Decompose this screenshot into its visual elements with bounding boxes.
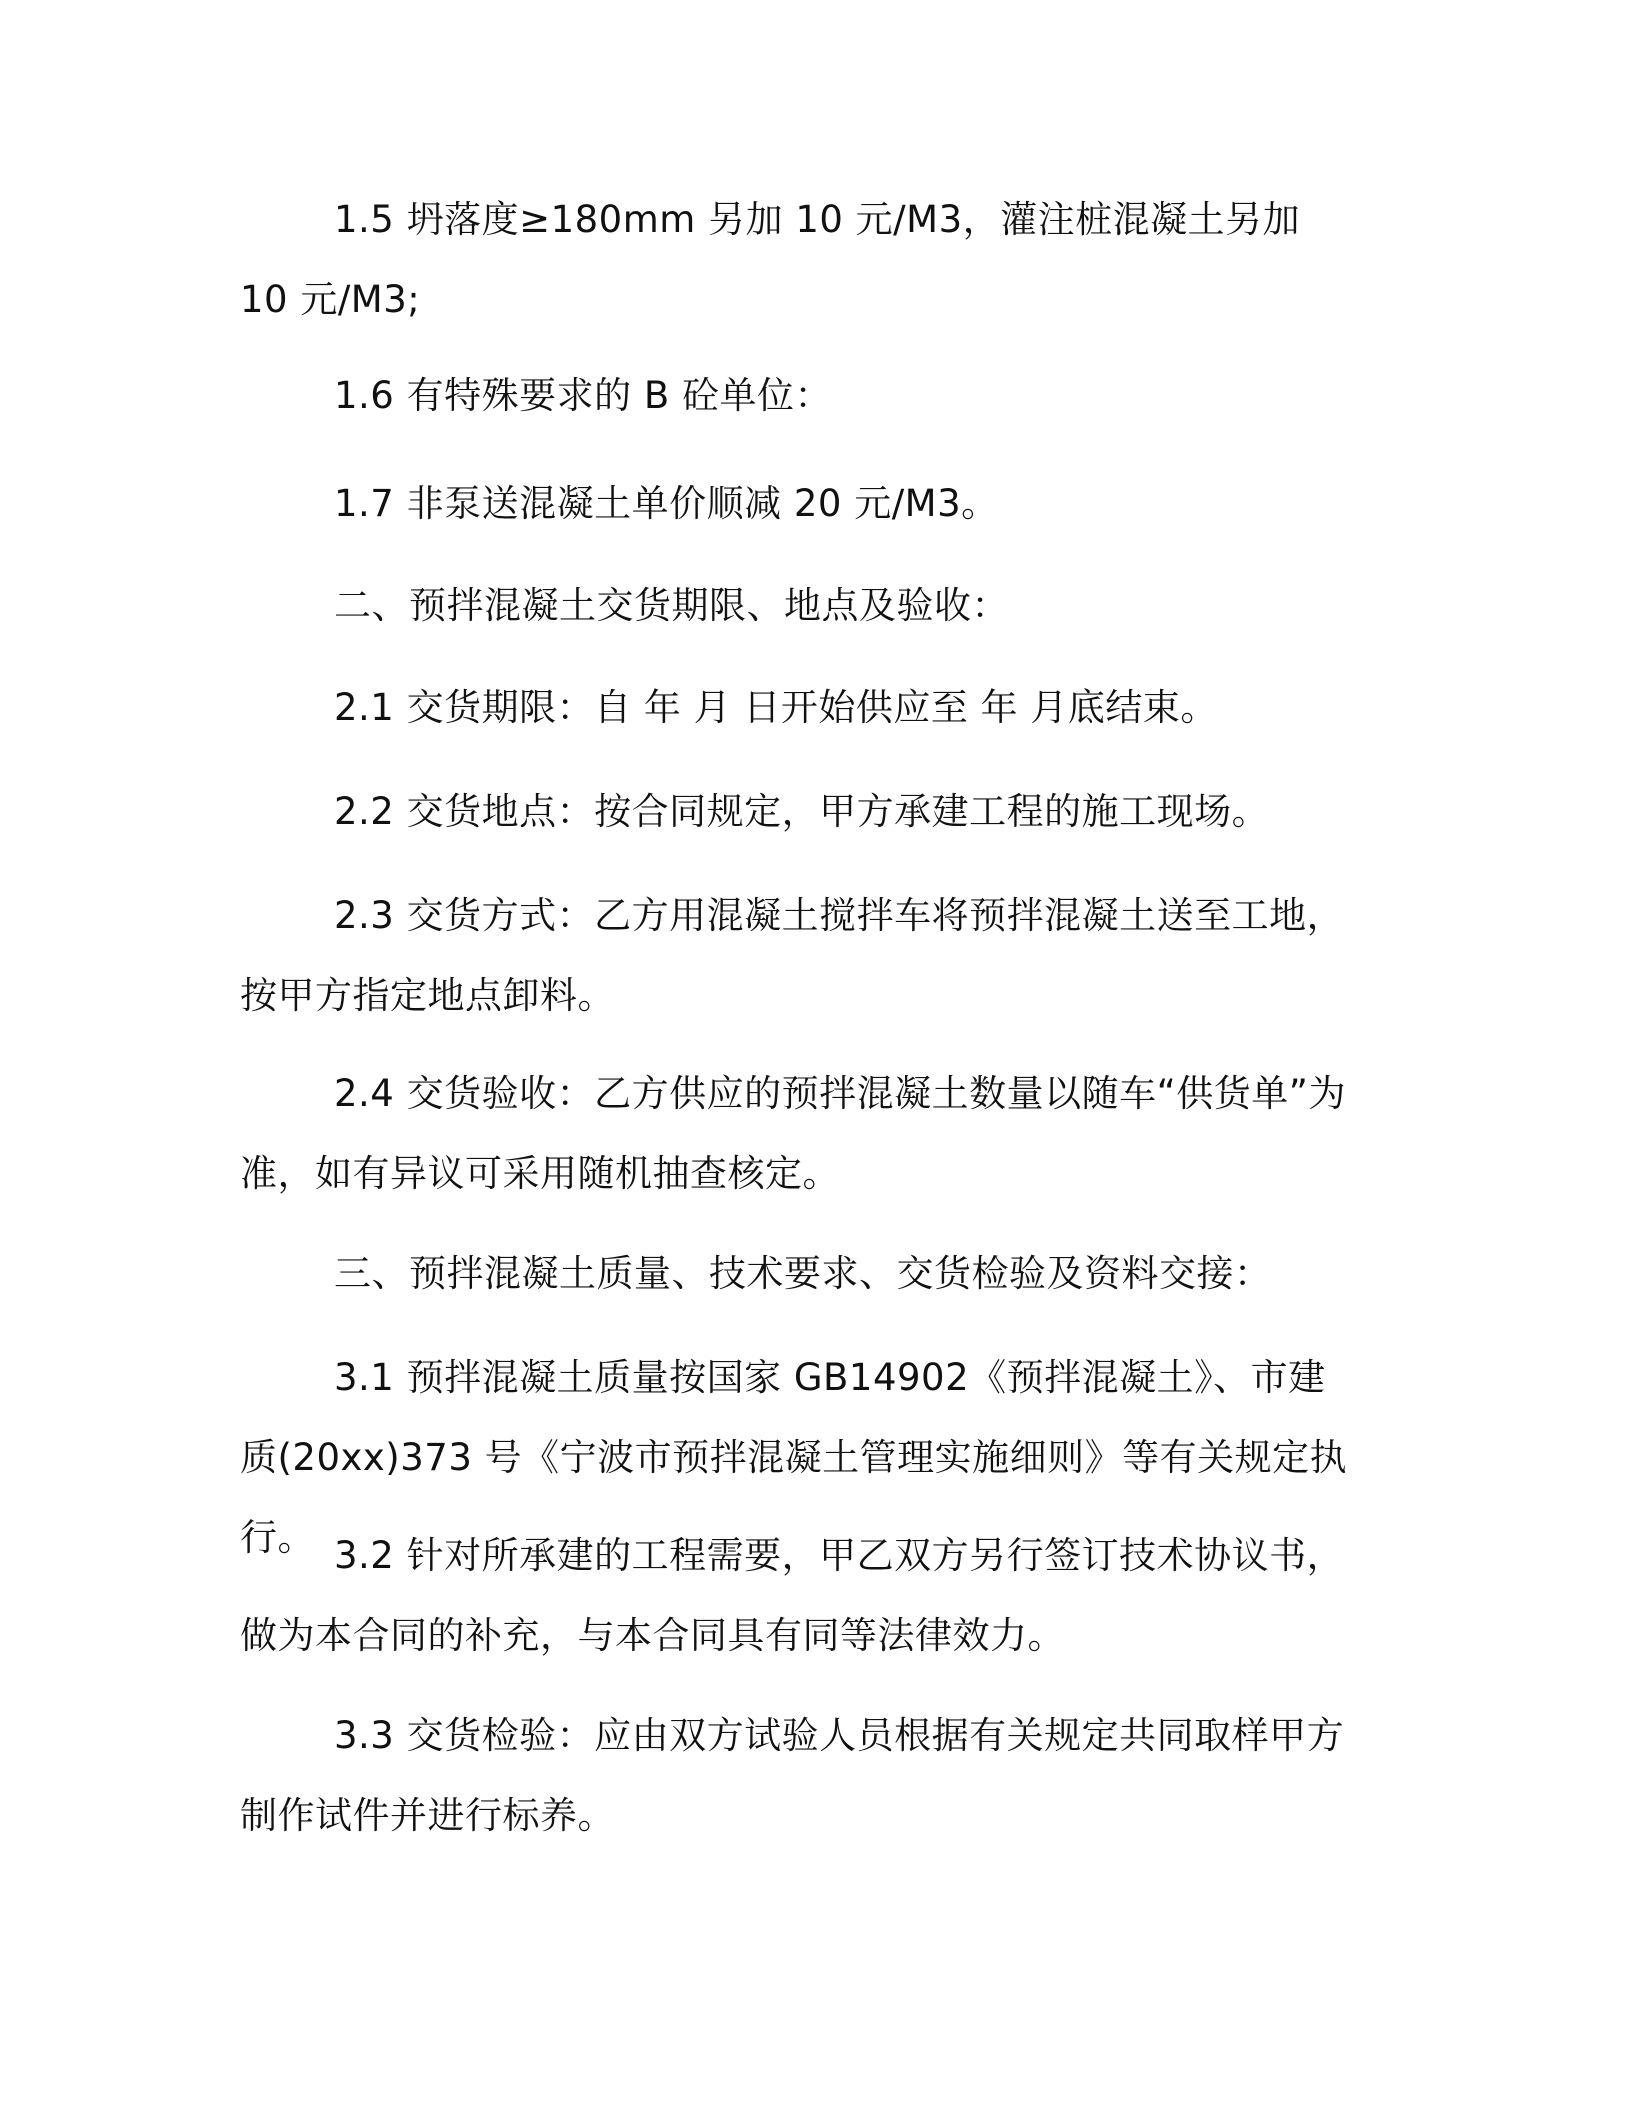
paragraph-1-6: 1.6 有特殊要求的 B 砼单位： [334, 374, 833, 417]
paragraph-2-3: 2.3 交货方式：乙方用混凝土搅拌车将预拌混凝土送至工地，按甲方指定地点卸料。 [240, 894, 1345, 1017]
section-heading-2: 二、预拌混凝土交货期限、地点及验收： [334, 584, 1009, 627]
paragraph-2-2: 2.2 交货地点：按合同规定，甲方承建工程的施工现场。 [334, 790, 1270, 833]
paragraph-3-2: 3.2 针对所承建的工程需要，甲乙双方另行签订技术协议书，做为本合同的补充，与本合同具有同等法律效力。 [240, 1534, 1345, 1657]
paragraph-3-3: 3.3 交货检验：应由双方试验人员根据有关规定共同取样甲方制作试件并进行标养。 [240, 1714, 1345, 1837]
paragraph-2-4: 2.4 交货验收：乙方供应的预拌混凝土数量以随车“供货单”为准，如有异议可采用随机抽查核定。 [240, 1072, 1346, 1195]
section-heading-3: 三、预拌混凝土质量、技术要求、交货检验及资料交接： [334, 1252, 1272, 1295]
paragraph-2-1: 2.1 交货期限：自 年 月 日开始供应至 年 月底结束。 [334, 686, 1218, 729]
paragraph-3-1: 3.1 预拌混凝土质量按国家 GB14902《预拌混凝土》、市建质(20xx)373 号《宁波市预拌混凝土管理实施细则》等有关规定执行。 [240, 1356, 1348, 1559]
paragraph-1-5: 1.5 坍落度≥180mm 另加 10 元/M3，灌注桩混凝土另加 10 元/M3; [240, 198, 1301, 321]
paragraph-1-7: 1.7 非泵送混凝土单价顺减 20 元/M3。 [334, 482, 999, 525]
